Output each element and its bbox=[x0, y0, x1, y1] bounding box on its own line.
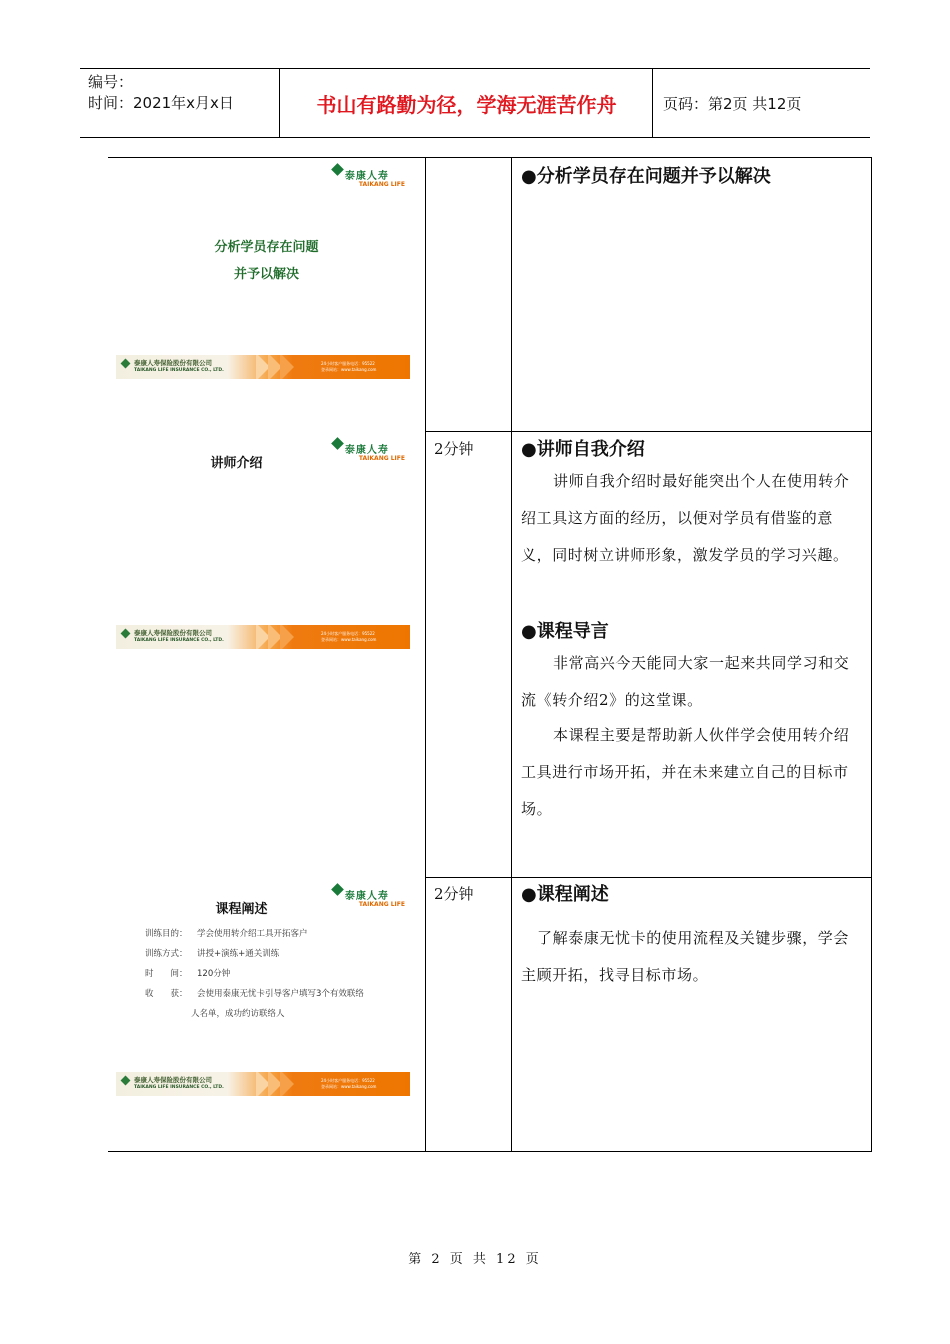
row-divider bbox=[425, 431, 871, 432]
overview-item: 训练目的： 学会使用转介绍工具开拓客户 bbox=[145, 929, 308, 939]
overview-item: 收 获： 会使用泰康无忧卡引导客户填写3个有效联络 bbox=[145, 989, 364, 999]
slide-banner: 泰康人寿保险股份有限公司 TAIKANG LIFE INSURANCE CO., LTD. 24小时客户服务电话：95522 登录网站：www.taikang.com bbox=[116, 625, 410, 649]
slide-banner: 泰康人寿保险股份有限公司 TAIKANG LIFE INSURANCE CO., LTD. 24小时客户服务电话：95522 登录网站：www.taikang.com bbox=[116, 355, 410, 379]
slide-title: 讲师介绍 bbox=[210, 456, 263, 471]
row2-paragraph-2: 非常高兴今天能同大家一起来共同学习和交流《转介绍2》的这堂课。 bbox=[521, 654, 850, 709]
overview-item-cont: 人名单，成功约访联络人 bbox=[191, 1009, 285, 1019]
slide-thumbnail-3 bbox=[108, 878, 425, 1150]
logo-diamond-icon bbox=[331, 163, 344, 176]
row2-time: 2分钟 bbox=[434, 440, 474, 458]
taikang-logo: 泰康人寿 TAIKANG LIFE bbox=[345, 884, 405, 908]
row3-time: 2分钟 bbox=[434, 885, 474, 903]
slide-overview-list bbox=[145, 924, 364, 1024]
banner-logo-icon bbox=[121, 1076, 131, 1086]
logo-diamond-icon bbox=[331, 883, 344, 896]
header-page-label: 页码：第2页 共12页 bbox=[663, 94, 802, 113]
slide-title: 分析学员存在问题 并予以解决 bbox=[214, 240, 319, 282]
row3-paragraph: 了解泰康无忧卡的使用流程及关键步骤，学会主顾开拓，找寻目标市场。 bbox=[521, 929, 850, 984]
column-divider bbox=[425, 158, 426, 1151]
column-divider bbox=[511, 158, 512, 1151]
time-label: 时间：2021年x月x日 bbox=[88, 94, 234, 112]
row2-paragraph-3: 本课程主要是帮助新人伙伴学会使用转介绍工具进行市场开拓，并在未来建立自己的目标市场。 bbox=[521, 726, 850, 818]
row2-paragraph: 讲师自我介绍时最好能突出个人在使用转介绍工具这方面的经历，以便对学员有借鉴的意义，同时树立讲师形象，激发学员的学习兴趣。 bbox=[521, 472, 850, 564]
lesson-table bbox=[108, 157, 872, 1152]
page-header bbox=[80, 68, 870, 138]
header-motto: 书山有路勤为径，学海无涯苦作舟 bbox=[281, 69, 653, 137]
row2-heading-2: ●课程导言 bbox=[521, 621, 609, 642]
slide-thumbnail-1 bbox=[108, 158, 425, 430]
slide-title: 课程阐述 bbox=[215, 902, 268, 917]
number-label: 编号： bbox=[88, 73, 134, 91]
taikang-logo: 泰康人寿 TAIKANG LIFE bbox=[345, 164, 405, 188]
row1-heading: ●分析学员存在问题并予以解决 bbox=[521, 166, 771, 187]
row-divider bbox=[425, 877, 871, 878]
slide-thumbnail-2 bbox=[108, 432, 425, 876]
header-meta bbox=[80, 69, 280, 137]
row2-heading: ●讲师自我介绍 bbox=[521, 439, 645, 460]
overview-item: 时 间： 120分钟 bbox=[145, 969, 231, 979]
page-footer: 第 2 页 共 12 页 bbox=[408, 1252, 542, 1267]
banner-logo-icon bbox=[121, 629, 131, 639]
row3-heading: ●课程阐述 bbox=[521, 884, 609, 905]
taikang-logo: 泰康人寿 TAIKANG LIFE bbox=[345, 438, 405, 462]
banner-logo-icon bbox=[121, 359, 131, 369]
slide-banner: 泰康人寿保险股份有限公司 TAIKANG LIFE INSURANCE CO., LTD. 24小时客户服务电话：95522 登录网站：www.taikang.com bbox=[116, 1072, 410, 1096]
logo-diamond-icon bbox=[331, 437, 344, 450]
overview-item: 训练方式： 讲授+演练+通关训练 bbox=[145, 949, 280, 959]
